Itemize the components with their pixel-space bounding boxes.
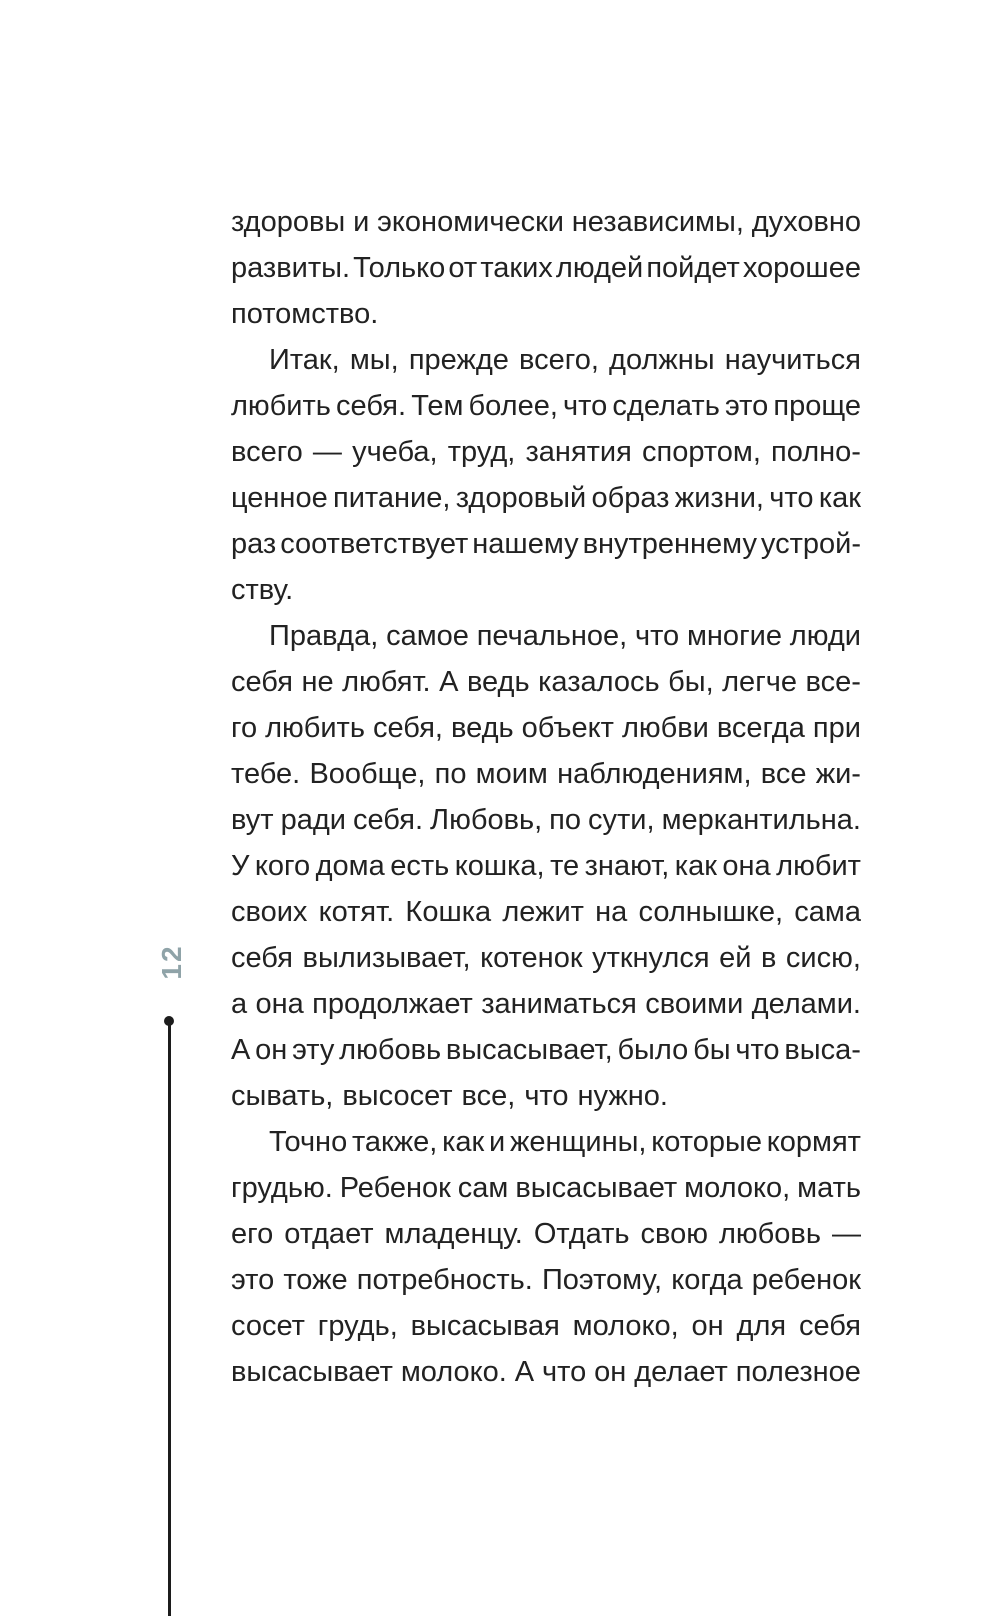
text-line: себя вылизывает, котенок уткнулся ей в сисю, [231,942,861,974]
text-line: раз соответствует нашему внутреннему устрой- [231,528,861,560]
page-number: 12 [156,944,187,980]
text-line: себя не любят. А ведь казалось бы, легче все- [231,666,861,698]
text-line: А он эту любовь высасывает, было бы что выса- [231,1034,861,1066]
text-line: своих котят. Кошка лежит на солнышке, сама [231,896,861,928]
text-line: потомство. [231,298,379,330]
margin-rule-line [168,1021,171,1616]
text-line: У кого дома есть кошка, те знают, как она любит [231,850,861,882]
text-line: сывать, высосет все, что нужно. [231,1080,668,1112]
text-line: а она продолжает заниматься своими делами. [231,988,861,1020]
text-line: Правда, самое печальное, что многие люди [269,620,861,652]
text-line: Итак, мы, прежде всего, должны научиться [269,344,861,376]
text-line: здоровы и экономически независимы, духовно [231,206,861,238]
text-line: ству. [231,574,294,606]
text-line: вут ради себя. Любовь, по сути, меркантильна. [231,804,861,836]
text-line: Точно также, как и женщины, которые кормят [269,1126,861,1158]
text-line: любить себя. Тем более, что сделать это проще [231,390,861,422]
text-line: грудью. Ребенок сам высасывает молоко, мать [231,1172,861,1204]
text-line: высасывает молоко. А что он делает полезное [231,1356,861,1388]
text-line: сосет грудь, высасывая молоко, он для себя [231,1310,861,1342]
text-line: тебе. Вообще, по моим наблюдениям, все жи- [231,758,861,790]
text-line: его отдает младенцу. Отдать свою любовь — [231,1218,861,1250]
text-line: ценное питание, здоровый образ жизни, что как [231,482,861,514]
text-line: развиты. Только от таких людей пойдет хорошее [231,252,861,284]
text-line: всего — учеба, труд, занятия спортом, полно- [231,436,861,468]
body-text [231,199,861,1395]
text-line: го любить себя, ведь объект любви всегда при [231,712,861,744]
text-line: это тоже потребность. Поэтому, когда ребенок [231,1264,861,1296]
